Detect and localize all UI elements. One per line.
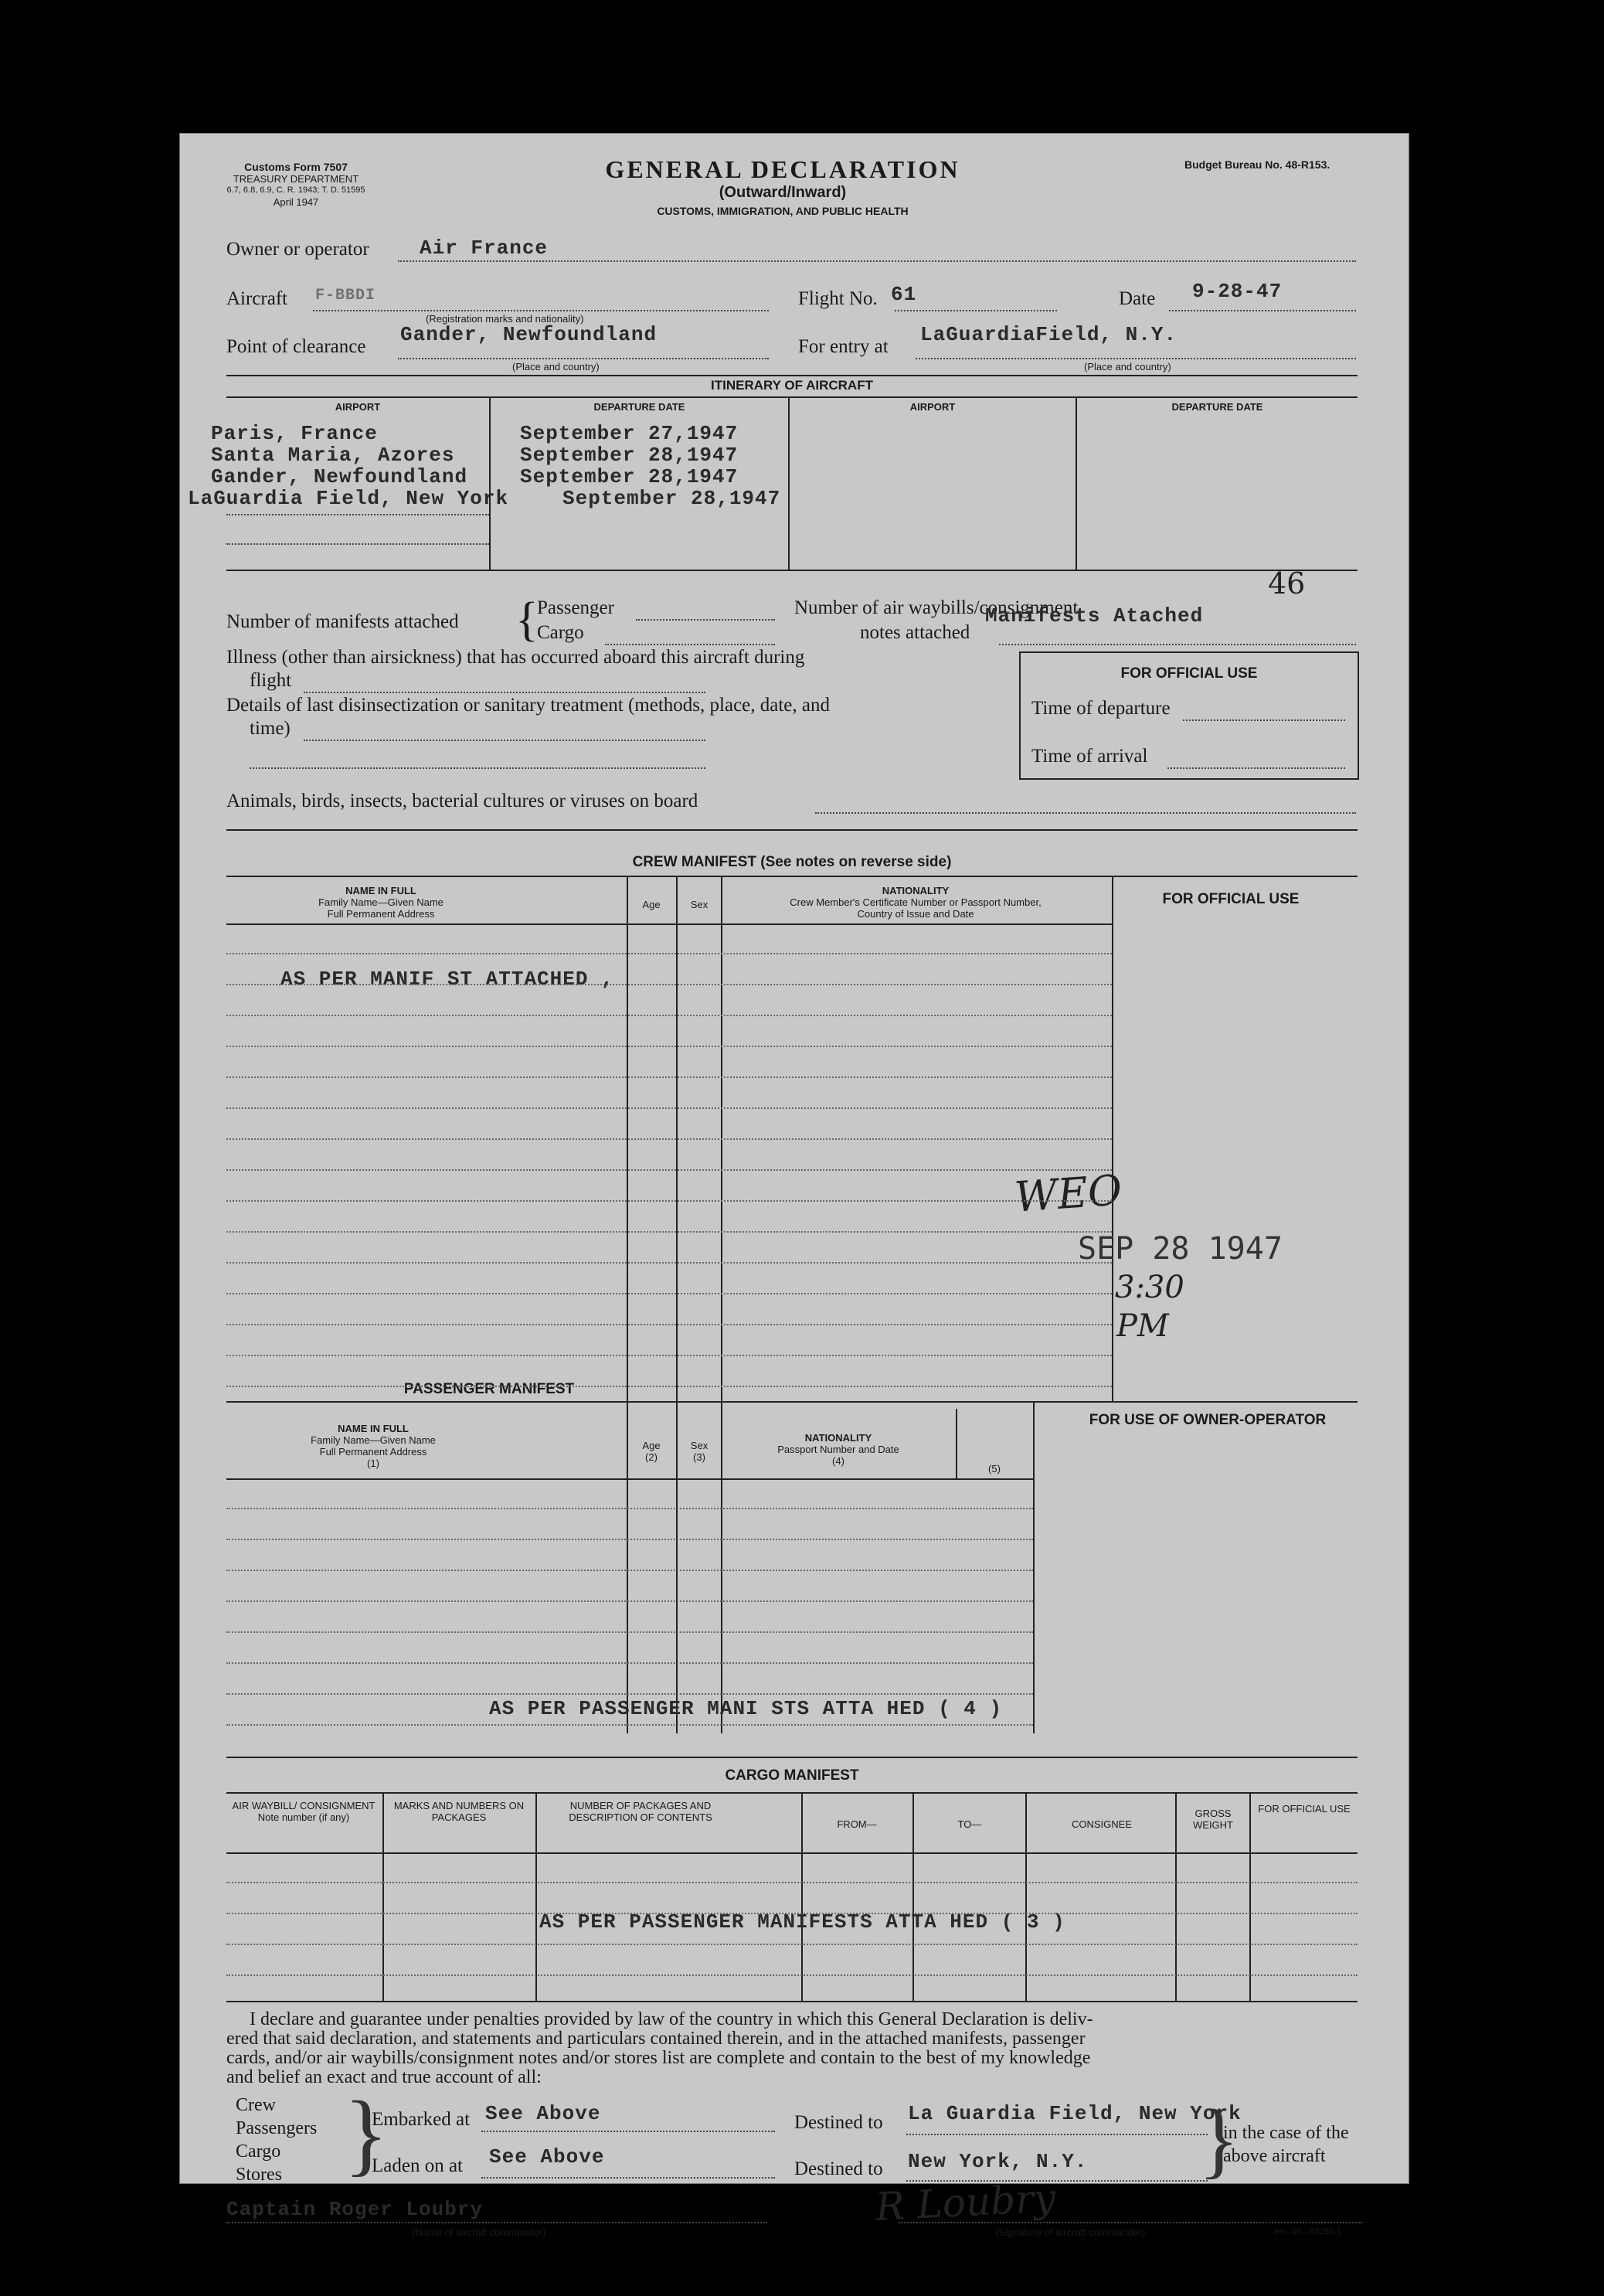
itinerary-airport[interactable]: LaGuardia Field, New York — [188, 487, 509, 510]
crew-col-name-2: Family Name—Given Name — [318, 896, 443, 908]
itinerary-departure-date[interactable]: September 28,1947 — [520, 444, 739, 467]
itinerary-header-line — [226, 396, 1358, 398]
cargo-divider-6 — [1175, 1792, 1177, 2001]
passenger-typed-note[interactable]: AS PER PASSENGER MANI STS ATTA HED ( 4 ) — [489, 1697, 1003, 1720]
crew-top-line — [226, 829, 1358, 831]
waybills-line — [999, 644, 1356, 645]
passenger-row-line — [226, 1570, 1033, 1571]
pass-col-age-label: Age — [642, 1440, 661, 1451]
commander-name[interactable]: Captain Roger Loubry — [226, 2198, 484, 2221]
itinerary-departure-date[interactable]: September 28,1947 — [520, 465, 739, 488]
stamp-pm: PM — [1116, 1308, 1169, 1344]
itinerary-blank-row — [226, 514, 489, 515]
declaration-form — [179, 133, 1409, 2238]
commander-line — [226, 2222, 767, 2223]
stamp-time: 3:30 — [1115, 1270, 1184, 1305]
itin-col-departure-2: DEPARTURE DATE — [1171, 401, 1263, 413]
cargo-col-consignee: CONSIGNEE — [1071, 1818, 1132, 1830]
cargo-col-to: TO— — [957, 1818, 982, 1830]
itin-divider-1 — [489, 396, 491, 571]
date-label: Date — [1119, 288, 1156, 309]
itinerary-departure-date[interactable]: September 27,1947 — [520, 422, 739, 445]
cargo-divider-5 — [1025, 1792, 1027, 2001]
page-subtitle: (Outward/Inward) — [719, 184, 847, 201]
cargo-title: CARGO MANIFEST — [725, 1767, 859, 1784]
clearance-line — [398, 358, 769, 359]
waybills-label-1: Number of air waybills/consignment — [794, 597, 1079, 618]
passenger-row-line — [226, 1539, 1033, 1540]
passenger-row-line — [226, 1631, 1033, 1633]
crew-col-name-1: NAME IN FULL — [345, 885, 416, 896]
crew-row-line — [226, 1138, 1112, 1140]
destined-label-2: Destined to — [794, 2158, 883, 2179]
itin-col-airport-1: AIRPORT — [335, 401, 381, 413]
list-stores: Stores — [236, 2165, 282, 2185]
pass-col-name-n: (1) — [367, 1458, 379, 1469]
cargo-col-from: FROM— — [837, 1818, 877, 1830]
passenger-row-line — [226, 1693, 1033, 1695]
cargo-line — [605, 644, 775, 645]
list-passengers: Passengers — [236, 2118, 318, 2138]
crew-row-line — [226, 1355, 1112, 1356]
crew-row-line — [226, 984, 1112, 985]
cargo-col-packages: NUMBER OF PACKAGES AND DESCRIPTION OF CONTENTS — [569, 1800, 712, 1823]
disinsect-line — [304, 740, 705, 741]
crew-divider-4 — [1112, 876, 1113, 1401]
pass-divider-5 — [1033, 1401, 1035, 1733]
manifests-brace: { — [515, 594, 539, 646]
crew-col-official: FOR OFFICIAL USE — [1162, 891, 1300, 907]
laden-line — [481, 2177, 775, 2179]
disinsect-label-2: time) — [250, 718, 291, 739]
crew-col-age: Age — [642, 899, 661, 910]
crew-title: CREW MANIFEST (See notes on reverse side) — [632, 854, 952, 870]
itinerary-airport[interactable]: Gander, Newfoundland — [211, 465, 468, 488]
pass-divider-1 — [627, 1401, 628, 1733]
pass-divider-4 — [956, 1409, 957, 1478]
crew-row-line — [226, 1231, 1112, 1233]
itinerary-title: ITINERARY OF AIRCRAFT — [711, 378, 873, 393]
itinerary-airport[interactable]: Santa Maria, Azores — [211, 444, 455, 467]
pass-col-age — [628, 1440, 675, 1463]
cargo-row-line — [226, 1975, 1358, 1976]
cargo-divider-3 — [801, 1792, 803, 2001]
official-use-box — [1019, 651, 1359, 780]
time-of-departure-label: Time of departure — [1031, 698, 1171, 719]
itinerary-departure-date[interactable]: September 28,1947 — [562, 487, 781, 510]
crew-header-top — [226, 876, 1358, 877]
manifests-label: Number of manifests attached — [226, 611, 459, 632]
cargo-col-waybill: AIR WAYBILL/ CONSIGNMENT Note number (if any) — [232, 1800, 376, 1823]
date-line — [1169, 310, 1356, 311]
pass-col-nat-2: Passport Number and Date — [777, 1444, 899, 1455]
waybills-label-2: notes attached — [860, 622, 970, 643]
embarked-label: Embarked at — [372, 2109, 471, 2130]
pass-divider-2 — [676, 1401, 678, 1733]
list-crew: Crew — [236, 2095, 276, 2115]
entry-label: For entry at — [798, 336, 889, 357]
aircraft-line — [313, 310, 769, 311]
arrival-line[interactable] — [1167, 767, 1345, 769]
itinerary-top-line — [226, 375, 1358, 376]
crew-header-bottom — [226, 924, 1112, 925]
pass-col-sex-n: (3) — [693, 1451, 705, 1463]
crew-col-name — [226, 885, 535, 920]
title-block — [551, 155, 1014, 217]
laden-label: Laden on at — [372, 2155, 464, 2176]
itin-divider-3 — [1076, 396, 1077, 571]
pass-col-name-1: NAME IN FULL — [338, 1423, 409, 1434]
aircraft-caption: (Registration marks and nationality) — [426, 313, 584, 325]
flight-line — [895, 310, 1057, 311]
disinsect-line-2 — [250, 767, 705, 769]
page-title: GENERAL DECLARATION — [605, 155, 960, 183]
pass-col-nat-1: NATIONALITY — [804, 1432, 872, 1444]
case-line-1: in the case of the — [1223, 2123, 1349, 2143]
form-id-block — [226, 162, 365, 208]
cargo-divider-2 — [535, 1792, 537, 2001]
aircraft-label: Aircraft — [226, 288, 288, 309]
crew-row-line — [226, 1200, 1112, 1202]
official-use-title: FOR OFFICIAL USE — [1120, 665, 1258, 682]
form-number: Customs Form 7507 — [244, 161, 348, 173]
case-text — [1223, 2121, 1349, 2168]
destined-line-1 — [906, 2134, 1208, 2135]
crew-col-nat-3: Country of Issue and Date — [857, 908, 974, 920]
crew-row-line — [226, 1169, 1112, 1171]
itin-col-departure-1: DEPARTURE DATE — [593, 401, 685, 413]
manifests-passenger: Passenger — [537, 597, 614, 618]
commander-caption: (Name of aircraft commander) — [412, 2226, 546, 2238]
crew-col-sex: Sex — [690, 899, 709, 910]
destined-label-1: Destined to — [794, 2112, 883, 2133]
clearance-label: Point of clearance — [226, 336, 366, 357]
form-date: April 1947 — [273, 196, 319, 208]
pass-col-sex — [678, 1440, 721, 1463]
illness-label-2: flight — [250, 670, 292, 691]
owner-label: Owner or operator — [226, 239, 369, 260]
signature-line — [899, 2222, 1362, 2223]
list-cargo: Cargo — [236, 2141, 281, 2162]
pass-col-owner: FOR USE OF OWNER-OPERATOR — [1089, 1412, 1327, 1428]
date-value[interactable]: 9-28-47 — [1192, 280, 1283, 303]
cargo-row-line — [226, 1944, 1358, 1945]
passenger-row-line — [226, 1662, 1033, 1664]
signature-caption: (Signature of aircraft commander) — [995, 2226, 1146, 2238]
crew-row-line — [226, 953, 1112, 954]
flight-value[interactable]: 61 — [891, 283, 917, 306]
waybills-value[interactable]: Manifests Atached — [985, 604, 1204, 628]
owner-value[interactable]: Air France — [420, 236, 549, 260]
cargo-col-gross: GROSS WEIGHT — [1193, 1808, 1233, 1831]
pass-col-sex-label: Sex — [690, 1440, 709, 1451]
pass-divider-3 — [721, 1401, 722, 1733]
cargo-divider-4 — [912, 1792, 914, 2001]
animals-line — [815, 812, 1356, 814]
pass-col-nat-n: (4) — [832, 1455, 844, 1467]
passenger-title: PASSENGER MANIFEST — [403, 1381, 575, 1397]
crew-row-line — [226, 1324, 1112, 1325]
pass-col-name-3: Full Permanent Address — [319, 1446, 427, 1458]
itin-col-airport-2: AIRPORT — [909, 401, 956, 413]
crew-row-line — [226, 1262, 1112, 1264]
disinsect-label-1: Details of last disinsectization or sanitary treatment (methods, place, date, and — [226, 695, 830, 716]
crew-typed-note[interactable]: AS PER MANIF ST ATTACHED , — [280, 968, 614, 991]
clearance-caption: (Place and country) — [512, 361, 600, 372]
declaration-text — [226, 2010, 1358, 2087]
declaration-line-4: and belief an exact and true account of all: — [226, 2067, 542, 2087]
cargo-top-line — [226, 1757, 1358, 1758]
entry-caption: (Place and country) — [1084, 361, 1171, 372]
itinerary-blank-row — [226, 543, 489, 545]
passenger-row-line — [226, 1600, 1033, 1602]
illness-line — [304, 692, 705, 693]
pass-header-bottom — [226, 1478, 1033, 1480]
pass-col-name — [226, 1423, 520, 1469]
commander-signature[interactable]: R Loubry — [874, 2175, 1057, 2230]
passenger-row-line — [226, 1724, 1033, 1726]
page-subtitle-2: CUSTOMS, IMMIGRATION, AND PUBLIC HEALTH — [657, 205, 909, 217]
crew-row-line — [226, 1293, 1112, 1294]
stamp-date: SEP 28 1947 — [1078, 1231, 1283, 1267]
declaration-line-3: cards, and/or air waybills/consignment notes and/or stores list are complete and contain to the best of my knowledge — [226, 2048, 1091, 2068]
clearance-value[interactable]: Gander, Newfoundland — [400, 323, 658, 346]
crew-row-line — [226, 1046, 1112, 1047]
pass-col-nationality — [722, 1432, 954, 1467]
itinerary-bottom-line — [226, 570, 1358, 571]
cargo-bottom-line — [226, 2001, 1358, 2002]
aircraft-value[interactable]: F-BBDI — [315, 287, 376, 304]
stamp-initials: WEO — [1012, 1165, 1124, 1222]
count-written: 46 — [1268, 566, 1306, 600]
entry-line — [916, 358, 1356, 359]
cargo-row-line — [226, 1882, 1358, 1883]
time-of-arrival-label: Time of arrival — [1031, 746, 1148, 767]
pass-col-name-2: Family Name—Given Name — [311, 1434, 436, 1446]
case-line-2: above aircraft — [1223, 2146, 1326, 2166]
cargo-divider-1 — [382, 1792, 384, 2001]
cargo-divider-7 — [1249, 1792, 1251, 2001]
cargo-col-official: FOR OFFICIAL USE — [1258, 1803, 1351, 1815]
illness-label-1: Illness (other than airsickness) that has occurred aboard this aircraft during — [226, 647, 805, 668]
passenger-top-line — [226, 1401, 1358, 1403]
form-refs: 6.7, 6.8, 6.9, C. R. 1943; T. D. 51595 — [226, 185, 365, 195]
embarked-line — [481, 2131, 775, 2132]
crew-col-name-3: Full Permanent Address — [327, 908, 435, 920]
cargo-row-line — [226, 1913, 1358, 1914]
case-brace: } — [1198, 2092, 1239, 2186]
entry-value[interactable]: LaGuardiaField, N.Y. — [920, 323, 1178, 346]
crew-row-line — [226, 1386, 1112, 1387]
passenger-line — [636, 619, 775, 621]
declaration-line-2: ered that said declaration, and statements and particulars contained therein, and in the attached manifests, passenger — [226, 2029, 1086, 2049]
pass-col-5: (5) — [988, 1463, 1001, 1475]
owner-line — [398, 260, 1356, 262]
budget-bureau: Budget Bureau No. 48-R153. — [1184, 158, 1330, 171]
crew-row-line — [226, 1077, 1112, 1078]
destined-value-2[interactable]: New York, N.Y. — [908, 2150, 1088, 2173]
cargo-typed-note[interactable]: AS PER PASSENGER MANIFESTS ATTA HED ( 3 ) — [539, 1910, 1065, 1934]
crew-col-nationality — [722, 885, 1109, 920]
destined-value-1[interactable]: La Guardia Field, New York — [908, 2102, 1242, 2125]
cargo-col-marks: MARKS AND NUMBERS ON PACKAGES — [393, 1800, 525, 1823]
embarked-value[interactable]: See Above — [485, 2102, 601, 2125]
declaration-list — [236, 2094, 317, 2186]
crew-row-line — [226, 1015, 1112, 1016]
cargo-header-bottom — [226, 1852, 1358, 1854]
crew-row-line — [226, 1107, 1112, 1109]
crew-col-nat-2: Crew Member's Certificate Number or Passport Number, — [790, 896, 1042, 908]
crew-col-nat-1: NATIONALITY — [882, 885, 950, 896]
itin-divider-2 — [788, 396, 790, 571]
form-dept: TREASURY DEPARTMENT — [233, 173, 359, 185]
passenger-row-line — [226, 1508, 1033, 1509]
animals-label: Animals, birds, insects, bacterial cultures or viruses on board — [226, 791, 698, 811]
declaration-line-1: I declare and guarantee under penalties provided by law of the country in which this General Declaration is deliv- — [250, 2009, 1093, 2029]
list-brace: } — [344, 2082, 389, 2185]
itinerary-airport[interactable]: Paris, France — [211, 422, 378, 445]
print-code: ee—16—52255-1 — [1274, 2227, 1341, 2236]
cargo-header-top — [226, 1792, 1358, 1794]
flight-label: Flight No. — [798, 288, 878, 309]
pass-col-age-n: (2) — [645, 1451, 658, 1463]
departure-line[interactable] — [1183, 719, 1345, 721]
manifests-cargo: Cargo — [537, 622, 584, 643]
laden-value[interactable]: See Above — [489, 2145, 605, 2168]
